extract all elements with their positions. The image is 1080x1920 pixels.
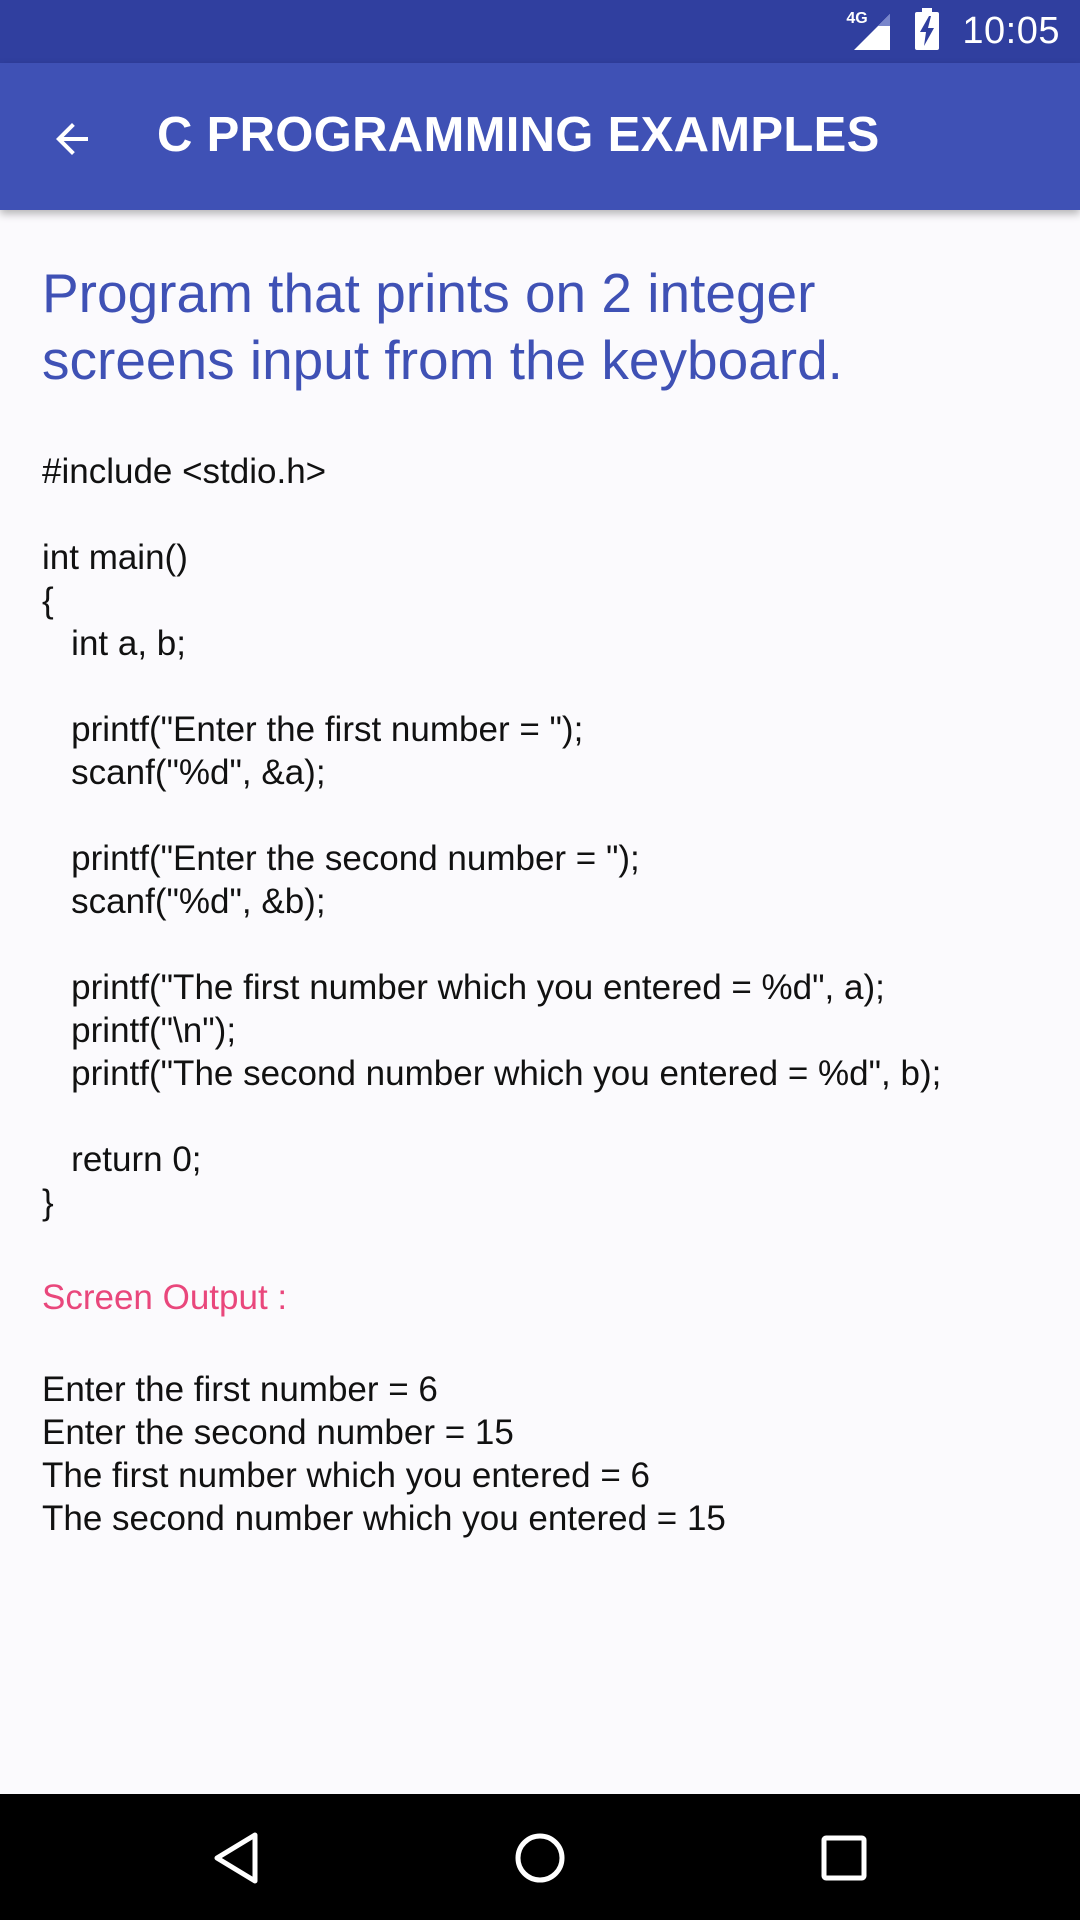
app-bar: [0, 63, 1080, 210]
program-title: Program that prints on 2 integer screens input from the keyboard.: [42, 262, 843, 391]
code-line: [42, 923, 1042, 966]
screen-output-label: Screen Output :: [42, 1278, 288, 1317]
status-time: 10:05: [962, 10, 1060, 52]
code-block: [42, 450, 1042, 1224]
code-line: [42, 665, 1042, 708]
code-line: scanf("%d", &a);: [42, 753, 326, 792]
output-line: The first number which you entered = 6: [42, 1456, 650, 1495]
nav-recents-button[interactable]: [806, 1820, 882, 1896]
nav-home-icon: [513, 1831, 567, 1885]
code-line: scanf("%d", &b);: [42, 882, 326, 921]
code-line: printf("The second number which you entered = %d", b);: [42, 1054, 942, 1093]
nav-back-button[interactable]: [198, 1820, 274, 1896]
app-title: C PROGRAMMING EXAMPLES: [157, 108, 880, 162]
code-line: [42, 1095, 1042, 1138]
code-line: [42, 493, 1042, 536]
network-type-label: 4G: [846, 9, 868, 27]
code-line: printf("Enter the first number = ");: [42, 710, 584, 749]
content-area[interactable]: [42, 210, 1042, 1540]
code-line: #include <stdio.h>: [42, 452, 327, 491]
nav-recents-icon: [819, 1833, 869, 1883]
signal-icon: [846, 9, 896, 52]
output-block: [42, 1368, 1042, 1540]
output-line: Enter the first number = 6: [42, 1370, 438, 1409]
code-line: printf("Enter the second number = ");: [42, 839, 640, 878]
nav-home-button[interactable]: [502, 1820, 578, 1896]
status-icons: [846, 0, 1060, 63]
arrow-back-icon: [48, 115, 96, 163]
code-line: return 0;: [42, 1140, 202, 1179]
navigation-bar: [0, 1794, 1080, 1920]
nav-back-icon: [211, 1831, 261, 1885]
code-line: {: [42, 581, 54, 620]
code-line: }: [42, 1183, 54, 1222]
code-line: printf("The first number which you entered = %d", a);: [42, 968, 885, 1007]
code-line: int main(): [42, 538, 188, 577]
code-line: printf("\n");: [42, 1011, 237, 1050]
back-button[interactable]: [36, 103, 108, 175]
output-line: The second number which you entered = 15: [42, 1499, 726, 1538]
code-line: [42, 794, 1042, 837]
code-line: int a, b;: [42, 624, 186, 663]
output-line: Enter the second number = 15: [42, 1413, 514, 1452]
status-bar: [0, 0, 1080, 63]
battery-charging-icon: [914, 8, 940, 55]
